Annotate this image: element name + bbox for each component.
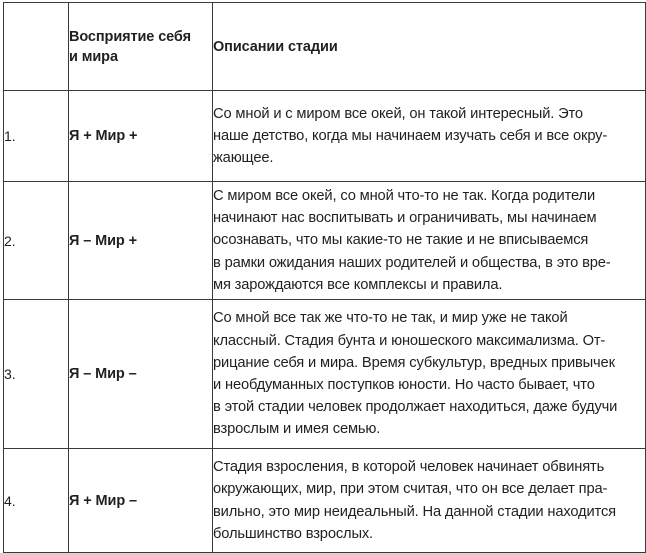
row-description <box>213 91 646 182</box>
description-line: мя зарождаются все комплексы и правила. <box>213 276 503 293</box>
header-perception-text <box>69 27 212 67</box>
description-line: жающее. <box>213 150 274 167</box>
table-row <box>4 182 646 300</box>
description-line: классный. Стадия бунта и юношеского максимализма. От- <box>213 332 606 349</box>
description-line: вильно, это мир неидеальный. На данной стадии находится <box>213 503 616 520</box>
header-cell-perception <box>69 3 213 91</box>
description-line: наше детство, когда мы начинаем изучать себя и все окру- <box>213 127 608 144</box>
row-number: 2. <box>4 182 69 300</box>
stages-table <box>3 2 646 553</box>
row-perception: Я + Мир + <box>69 91 213 182</box>
row-perception: Я – Мир – <box>69 300 213 449</box>
description-line: Стадия взросления, в которой человек начинает обвинять <box>213 459 605 476</box>
row-description <box>213 182 646 300</box>
description-line: начинают нас воспитывать и ограничивать, мы начинаем <box>213 210 597 227</box>
table-row <box>4 449 646 553</box>
description-line: большинство взрослых. <box>213 525 373 542</box>
description-line: окружающих, мир, при этом считая, что он все делает пра- <box>213 481 608 498</box>
row-number: 3. <box>4 300 69 449</box>
description-line: рицание себя и мира. Время субкультур, вредных привычек <box>213 354 615 371</box>
description-line: в этой стадии человек продолжает находиться, даже будучи <box>213 399 618 416</box>
description-line: осознавать, что мы какие-то не такие и не вписываемся <box>213 232 589 249</box>
description-line: Со мной и с миром все окей, он такой интересный. Это <box>213 105 583 122</box>
header-cell-description <box>213 3 646 91</box>
header-cell-number <box>4 3 69 91</box>
row-description <box>213 300 646 449</box>
row-perception: Я – Мир + <box>69 182 213 300</box>
description-line: С миром все окей, со мной что-то не так. Когда родители <box>213 187 596 204</box>
description-line: в рамки ожидания наших родителей и общества, в это вре- <box>213 254 611 271</box>
header-perception-line2: и мира <box>69 48 118 65</box>
row-description <box>213 449 646 553</box>
table-row <box>4 300 646 449</box>
header-description-text: Описании стадии <box>213 38 338 55</box>
table-row <box>4 91 646 182</box>
header-perception-line1: Восприятие себя <box>69 28 191 45</box>
table-header-row <box>4 3 646 91</box>
row-number: 1. <box>4 91 69 182</box>
row-perception: Я + Мир – <box>69 449 213 553</box>
description-line: Со мной все так же что-то не так, и мир уже не такой <box>213 310 568 327</box>
row-number: 4. <box>4 449 69 553</box>
stages-table-container <box>3 2 645 551</box>
description-line: взрослым и имея семью. <box>213 421 381 438</box>
description-line: и необдуманных поступков юности. Но часто бывает, что <box>213 377 595 393</box>
